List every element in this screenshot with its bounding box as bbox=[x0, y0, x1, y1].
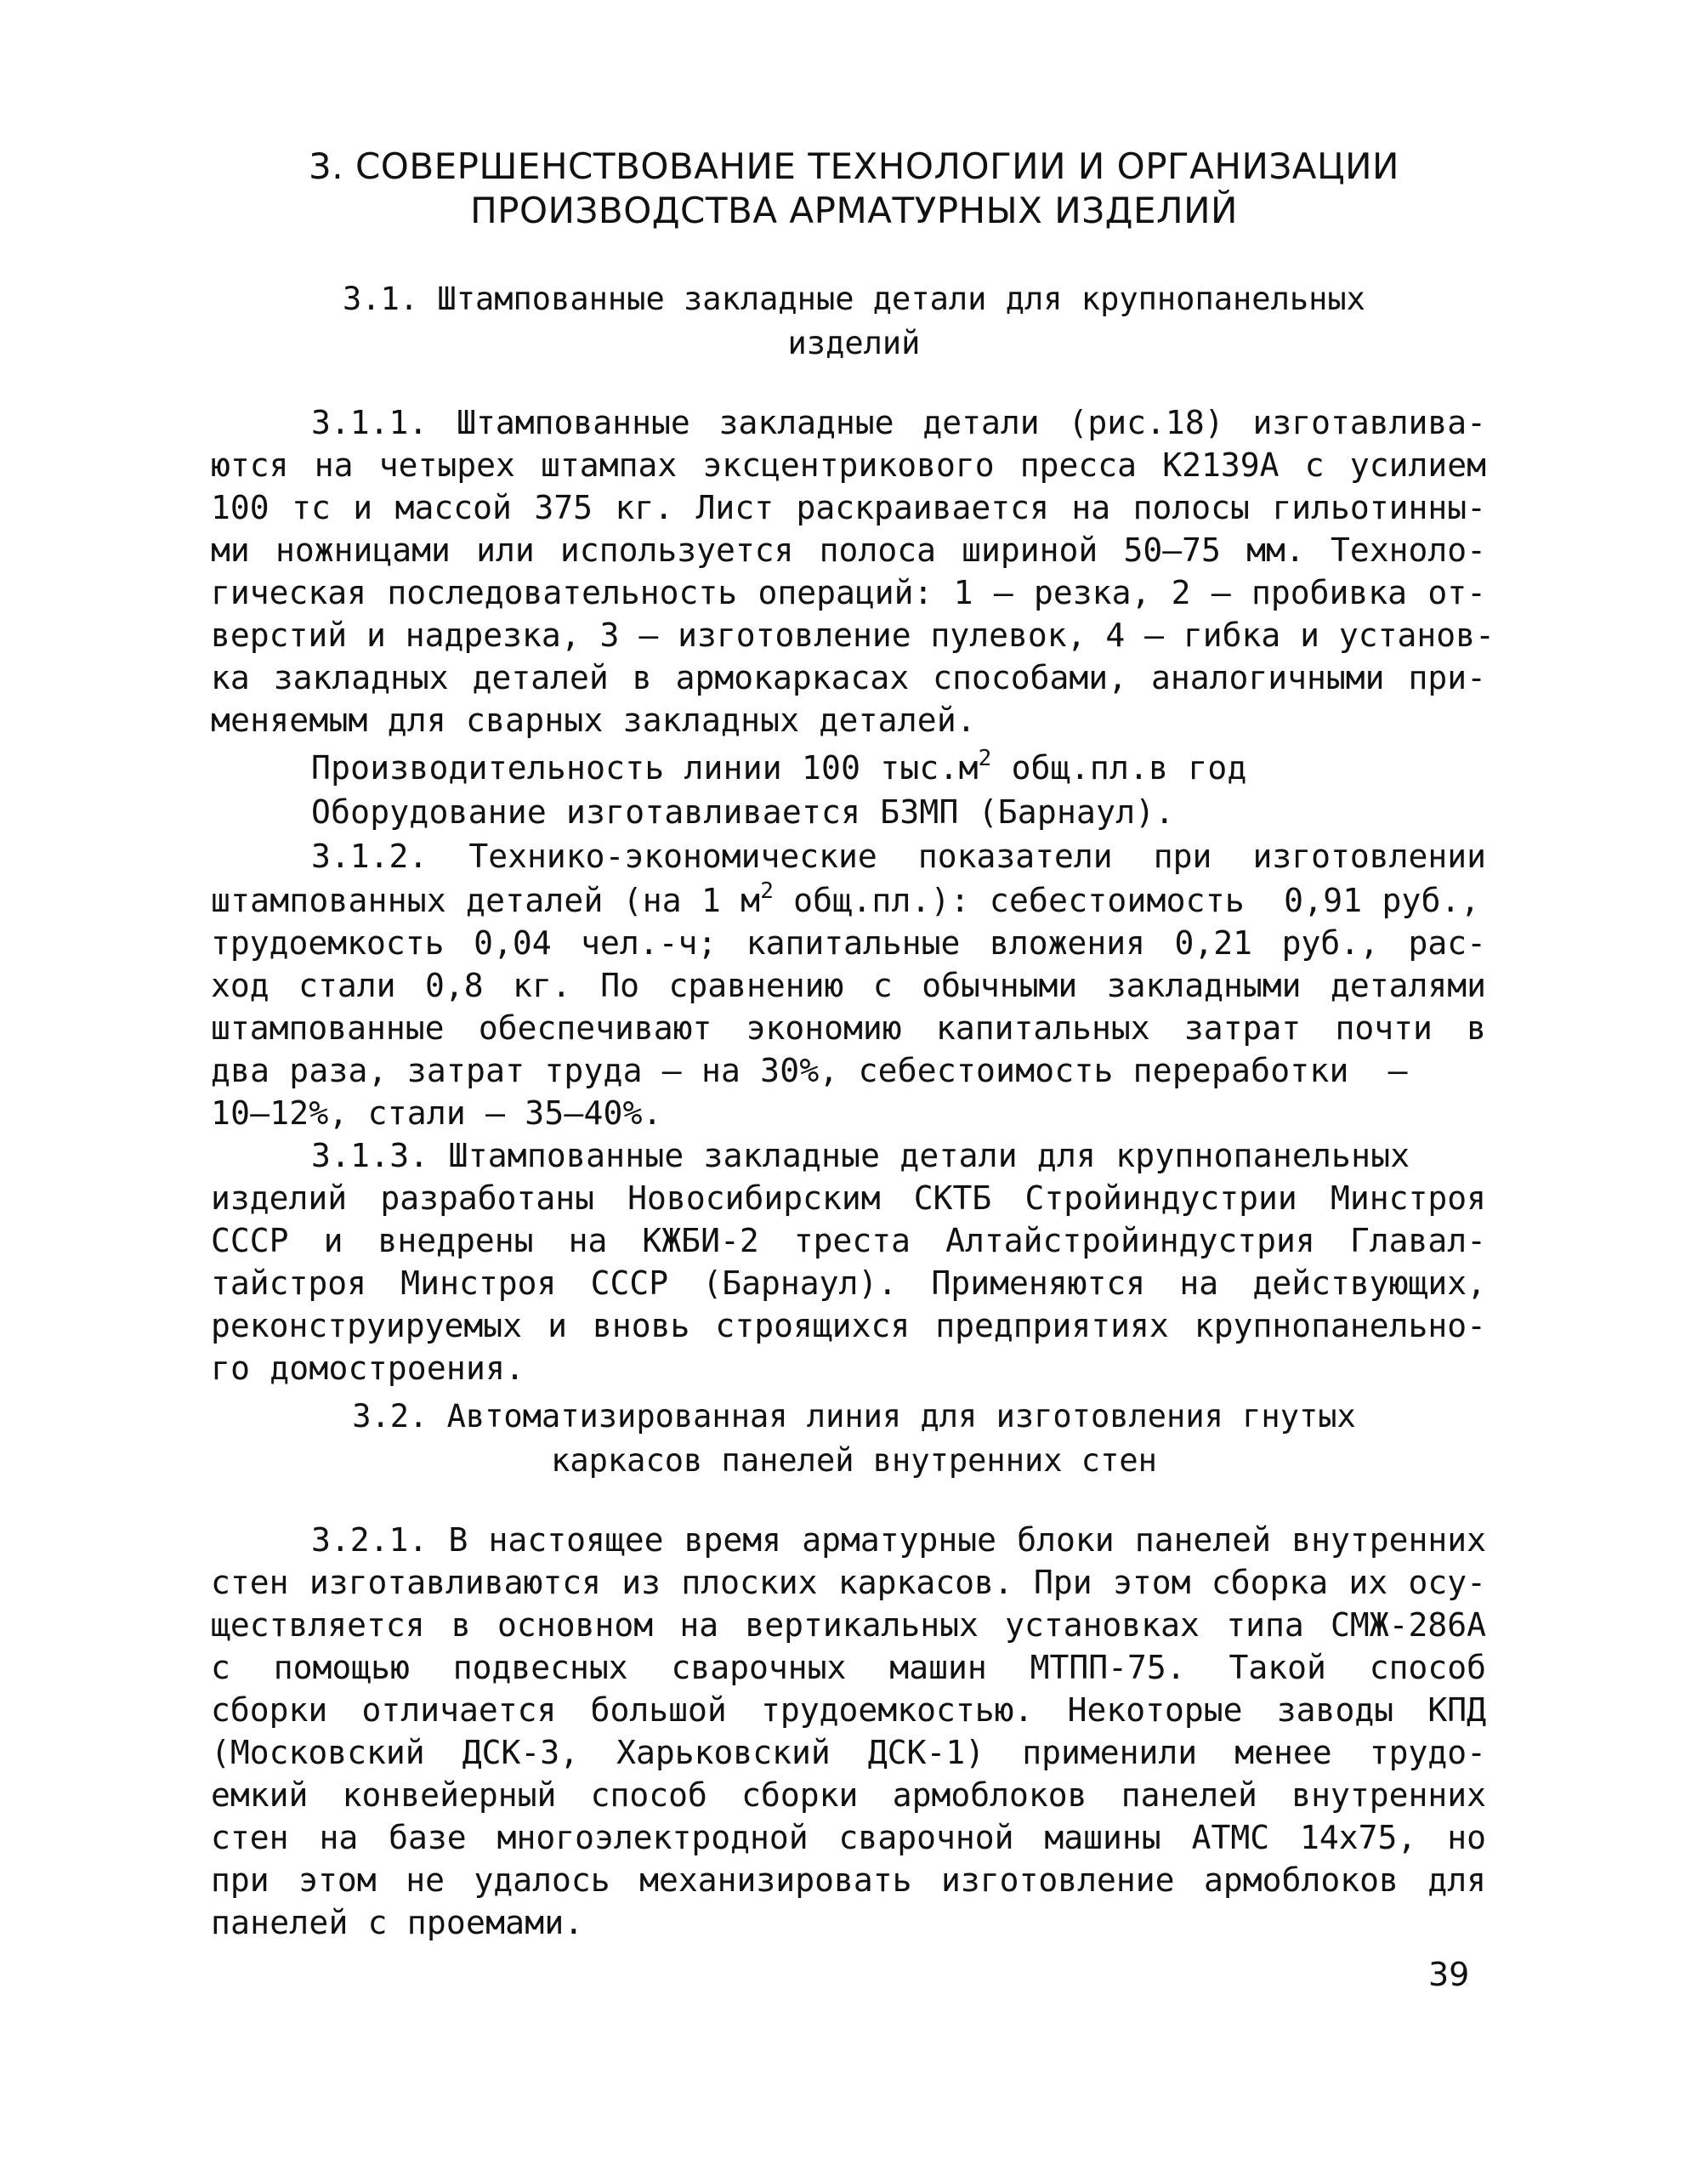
paragraph-3-1-1-line: гическая последовательность операций: 1 – резка, 2 – пробивка от- bbox=[211, 574, 1486, 611]
productivity-prefix: Производительность линии 100 тыс.м bbox=[311, 749, 979, 787]
paragraph-3-2-1-line: панелей с проемами. bbox=[211, 1904, 584, 1941]
paragraph-3-1-2-line: 3.1.2. Технико-экономические показатели при изготовлении bbox=[311, 838, 1486, 875]
paragraph-3-1-1-line: ка закладных деталей в армокаркасах способами, аналогичными при- bbox=[211, 659, 1486, 696]
productivity-sup: 2 bbox=[978, 746, 992, 771]
paragraph-3-2-1-line: сборки отличается большой трудоемкостью. Некоторые заводы КПД bbox=[211, 1691, 1486, 1729]
paragraph-3-2-1-line: емкий конвейерный способ сборки армоблоков панелей внутренних bbox=[211, 1776, 1486, 1814]
productivity-line bbox=[311, 747, 1247, 789]
paragraph-3-2-1-line: стен на базе многоэлектродной сварочной машины АТМС 14х75, но bbox=[211, 1819, 1486, 1856]
productivity-suffix: общ.пл.в год bbox=[991, 749, 1247, 787]
paragraph-3-1-1-line: меняемым для сварных закладных деталей. bbox=[211, 702, 977, 739]
paragraph-3-1-1-line: 100 тс и массой 375 кг. Лист раскраивается на полосы гильотинны- bbox=[211, 489, 1486, 526]
paragraph-3-2-1-line: ществляется в основном на вертикальных установках типа СМЖ-286А bbox=[211, 1606, 1486, 1644]
section-3-2-title-line-1: 3.2. Автоматизированная линия для изготовления гнутых bbox=[352, 1398, 1356, 1435]
paragraph-3-1-1-line: ются на четырех штампах эксцентрикового пресса К2139А с усилием bbox=[211, 446, 1486, 484]
paragraph-3-1-2-line: два раза, затрат труда – на 30%, себестоимость переработки – bbox=[211, 1052, 1408, 1089]
paragraph-3-1-3-line: тайстроя Минстроя СССР (Барнаул). Применяются на действующих, bbox=[211, 1264, 1486, 1302]
paragraph-3-1-3-line: реконструируемых и вновь строящихся предприятиях крупнопанельно- bbox=[211, 1307, 1486, 1344]
paragraph-3-2-1-line: с помощью подвесных сварочных машин МТПП-75. Такой способ bbox=[211, 1649, 1486, 1686]
main-heading-line-2: ПРОИЗВОДСТВА АРМАТУРНЫХ ИЗДЕЛИЙ bbox=[470, 190, 1238, 231]
paragraph-3-1-2-line: трудоемкость 0,04 чел.-ч; капитальные вложения 0,21 руб., рас- bbox=[211, 924, 1486, 962]
paragraph-3-2-1-line: 3.2.1. В настоящее время арматурные блоки панелей внутренних bbox=[311, 1521, 1486, 1559]
paragraph-3-1-3-line: го домостроения. bbox=[211, 1349, 525, 1387]
paragraph-3-2-1-line: (Московский ДСК-3, Харьковский ДСК-1) применили менее трудо- bbox=[211, 1734, 1486, 1771]
paragraph-3-2-1-line: при этом не удалось механизировать изготовление армоблоков для bbox=[211, 1861, 1486, 1899]
p312-line2-prefix: штампованных деталей (на 1 м bbox=[211, 882, 761, 919]
paragraph-3-1-1-line: верстий и надрезка, 3 – изготовление пулевок, 4 – гибка и установ- bbox=[211, 616, 1495, 654]
p312-line2-suffix: общ.пл.): себестоимость 0,91 руб., bbox=[774, 882, 1480, 919]
paragraph-3-1-2-line: ход стали 0,8 кг. По сравнению с обычными закладными деталями bbox=[211, 967, 1486, 1004]
section-3-1-title-line-2: изделий bbox=[787, 325, 921, 361]
paragraph-3-1-3-line: 3.1.3. Штампованные закладные детали для крупнопанельных bbox=[311, 1137, 1410, 1174]
equipment-line: Оборудование изготавливается БЗМП (Барнаул). bbox=[311, 793, 1175, 831]
section-3-1-title-line-1: 3.1. Штампованные закладные детали для крупнопанельных bbox=[343, 281, 1365, 317]
p312-line2-sup: 2 bbox=[760, 878, 775, 904]
paragraph-3-1-1-line: 3.1.1. Штампованные закладные детали (рис.18) изготавлива- bbox=[311, 404, 1486, 441]
paragraph-3-1-2-line: 10–12%, стали – 35–40%. bbox=[211, 1094, 662, 1132]
main-heading-line-1: 3. СОВЕРШЕНСТВОВАНИЕ ТЕХНОЛОГИИ И ОРГАНИЗАЦИИ bbox=[309, 145, 1399, 187]
paragraph-3-1-1-line: ми ножницами или используется полоса шириной 50–75 мм. Техноло- bbox=[211, 531, 1486, 569]
paragraph-3-1-3-line: СССР и внедрены на КЖБИ-2 треста Алтайстройиндустрия Главал- bbox=[211, 1222, 1486, 1259]
paragraph-3-2-1-line: стен изготавливаются из плоских каркасов. При этом сборка их осу- bbox=[211, 1564, 1486, 1601]
section-3-2-title-line-2: каркасов панелей внутренних стен bbox=[551, 1442, 1157, 1479]
paragraph-3-1-2-line-2 bbox=[211, 879, 1486, 922]
page-number: 39 bbox=[1428, 1956, 1470, 1993]
paragraph-3-1-2-line: штампованные обеспечивают экономию капитальных затрат почти в bbox=[211, 1009, 1486, 1047]
paragraph-3-1-3-line: изделий разработаны Новосибирским СКТБ Стройиндустрии Минстроя bbox=[211, 1179, 1486, 1217]
